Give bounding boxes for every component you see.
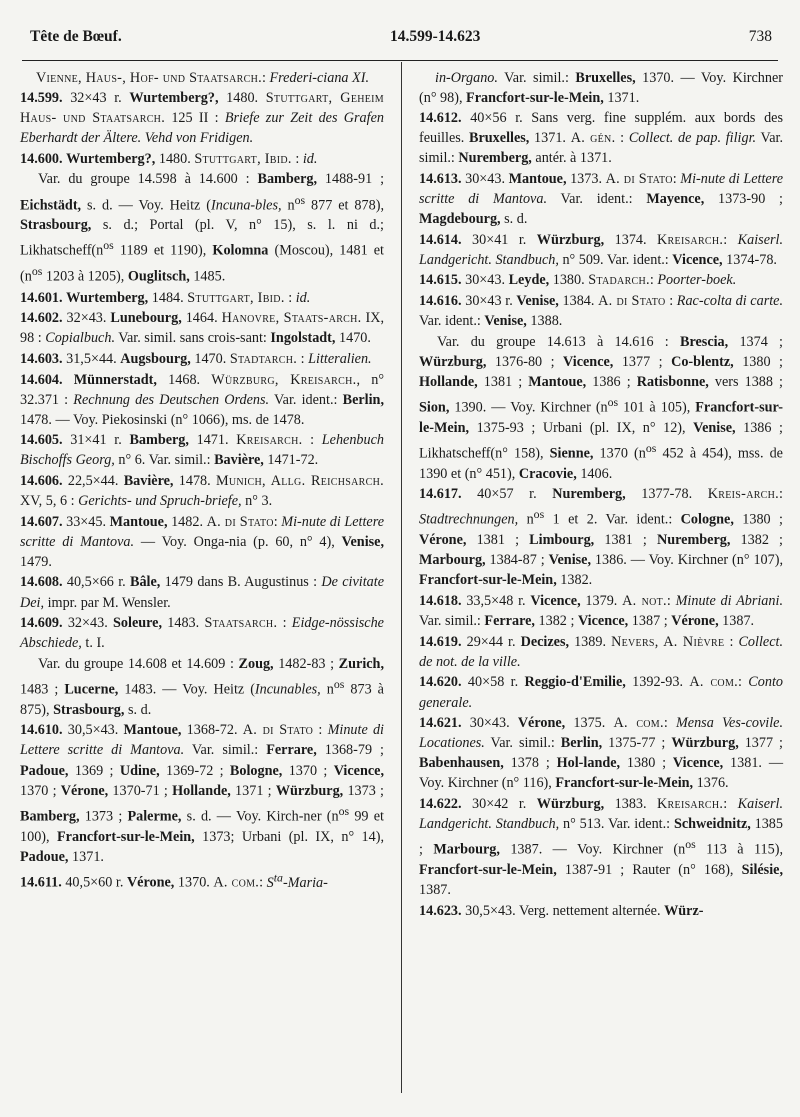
catalog-entry: 14.621. 30×43. Vérone, 1375. A. com.: Mensa Ves-covile. Locationes. Var. simil.: Berlin, 1375-77 ; Würzburg, 1377 ; Babenhausen, 1378 ; Hol-lande, 1380 ; Vicence, 1381. — Voy. Kirchner (n° 116), Francfort-sur-le-Mein, 1376. (419, 715, 784, 792)
variant-note: Var. du groupe 14.598 à 14.600 : Bamberg, 1488-91 ; Eichstädt, s. d. — Voy. Heitz (Incuna-bles, $n^{os}$ 877 et 878), Strasbourg, s. d.; Portal (pl. V, n° 15), s. l. ni d.; $Likhatscheff(n^{os}$ 1189 et 1190), Kolomna (Moscou), 1481 et ($n^{os}$ 1203 à 1205), Ouglitsch, 1485. (20, 171, 385, 286)
catalog-entry: 14.605. 31×41 r. Bamberg, 1471. Kreisarch. : Lehenbuch Bischoffs Georg, n° 6. Var. simil.: Bavière, 1471-72. (20, 432, 385, 469)
catalog-entry: 14.614. 30×41 r. Würzburg, 1374. Kreisarch.: Kaiserl. Landgericht. Standbuch, n° 509. Var. ident.: Vicence, 1374-78. (419, 231, 783, 268)
variant-note: Var. du groupe 14.613 à 14.616 : Brescia, 1374 ; Würzburg, 1376-80 ; Vicence, 1377 ; Co-blentz, 1380 ; Hollande, 1381 ; Mantoue, 1386 ; Ratisbonne, vers 1388 ; Sion, 1390. — Voy. Kirchner ($n^{os}$ 101 à 105), Francfort-sur-le-Mein, 1375-93 ; Urbani (pl. IX, n° 12), Venise, 1386 ; Likhatscheff(n° 158), Sienne, 1370 ($n^{os}$ 452 à 454), mss. de 1390 et (n° 451), Cracovie, 1406. (419, 333, 783, 482)
catalog-entry: 14.606. 22,5×44. Bavière, 1478. Munich, Allg. Reichsarch. XV, 5, 6 : Gerichts- und Spruch-briefe, n° 3. (20, 472, 384, 510)
catalog-entry: 14.609. 32×43. Soleure, 1483. Staatsarch. : Eidge-nössische Abschiede, t. I. (20, 615, 384, 652)
header-range: 14.599-14.623 (390, 28, 481, 45)
catalog-entry: 14.622. 30×42 r. Würzburg, 1383. Kreisarch.: Kaiserl. Landgericht. Standbuch, n° 513. Var. ident.: Schweidnitz, 1385 ; Marbourg, 1387. — Voy. Kirchner ($n^{os}$ 113 à 115), Francfort-sur-le-Mein, 1387-91 ; Rauter (n° 168), Silésie, 1387. (419, 795, 783, 899)
catalog-entry: 14.607. 33×45. Mantoue, 1482. A. di Stato: Mi-nute di Lettere scritte di Mantova. — Voy. Onga-nia (p. 60, n° 4), Venise, 1479. (20, 513, 384, 570)
catalog-entry: 14.615. 30×43. Leyde, 1380. Stadarch.: Poorter-boek. (419, 272, 737, 289)
catalog-entry: 14.608. 40,5×66 r. Bâle, 1479 dans B. Augustinus : De civitate Dei, impr. par M. Wensler. (20, 574, 384, 611)
catalog-entry: 14.618. 33,5×48 r. Vicence, 1379. A. not.: Minute di Abriani. Var. simil.: Ferrare, 1382 ; Vicence, 1387 ; Vérone, 1387. (419, 593, 783, 630)
catalog-entry: Vienne, Haus-, Hof- und Staatsarch.: Frederi-ciana XI. (36, 70, 369, 86)
catalog-entry: 14.599. 32×43 r. Wurtemberg?, 1480. Stuttgart, Geheim Haus- und Staatsarch. 125 II : Briefe zur Zeit des Grafen Eberhardt der Ältere. Vehd von Fridigen. (20, 90, 384, 147)
header-title: Tête de Bœuf. (30, 28, 122, 45)
catalog-entry: 14.611. 40,5×60 r. Vérone, 1370. A. com.: $S^{ta}-Maria-$ (20, 870, 328, 891)
catalog-entry: 14.602. 32×43. Lunebourg, 1464. Hanovre, Staats-arch. IX, 98 : Copialbuch. Var. simil. sans crois-sant: Ingolstadt, 1470. (20, 310, 384, 347)
catalog-entry: 14.617. 40×57 r. Nuremberg, 1377-78. Kreis-arch.: Stadtrechnungen, $n^{os}$ 1 et 2. Var. ident.: Cologne, 1380 ; Vérone, 1381 ; Limbourg, 1381 ; Nuremberg, 1382 ; Marbourg, 1384-87 ; Venise, 1386. — Voy. Kirchner (n° 107), Francfort-sur-le-Mein, 1382. (419, 486, 784, 589)
catalog-entry: 14.600. Wurtemberg?, 1480. Stuttgart, Ibid. : id. (20, 150, 318, 167)
running-header (30, 28, 772, 54)
page-number: 738 (748, 28, 772, 45)
catalog-entry: 14.603. 31,5×44. Augsbourg, 1470. Stadtarch. : Litteralien. (20, 350, 372, 367)
header-rule (22, 60, 778, 61)
column-divider (401, 62, 402, 1093)
catalog-entry: 14.620. 40×58 r. Reggio-d'Emilie, 1392-93. A. com.: Conto generale. (419, 674, 783, 711)
left-column (20, 68, 384, 894)
right-column (419, 68, 783, 921)
catalog-entry: 14.612. 40×56 r. Sans verg. fine supplém. aux bords des feuilles. Bruxelles, 1371. A. gén. : Collect. de pap. filigr. Var. simil.: Nuremberg, antér. à 1371. (419, 110, 783, 167)
catalog-entry: 14.604. Münnerstadt, 1468. Würzburg, Kreisarch., n° 32.371 : Rechnung des Deutschen Ordens. Var. ident.: Berlin, 1478. — Voy. Piekosinski (n° 1066), ms. de 1478. (20, 371, 385, 428)
catalog-entry: 14.613. 30×43. Mantoue, 1373. A. di Stato: Mi-nute di Lettere scritte di Mantova. Var. ident.: Mayence, 1373-90 ; Magdebourg, s. d. (419, 170, 783, 228)
catalog-entry: 14.619. 29×44 r. Decizes, 1389. Nevers, A. Nièvre : Collect. de not. de la ville. (419, 633, 783, 670)
catalog-entry: 14.601. Wurtemberg, 1484. Stuttgart, Ibid. : id. (20, 289, 311, 306)
catalog-entry: 14.616. 30×43 r. Venise, 1384. A. di Stato : Rac-colta di carte. Var. ident.: Venise, 1388. (419, 293, 783, 330)
catalog-entry: 14.623. 30,5×43. Verg. nettement alternée. Würz- (419, 902, 704, 919)
catalog-entry: 14.610. 30,5×43. Mantoue, 1368-72. A. di Stato : Minute di Lettere scritte di Mantova. Var. simil.: Ferrare, 1368-79 ; Padoue, 1369 ; Udine, 1369-72 ; Bologne, 1370 ; Vicence, 1370 ; Vérone, 1370-71 ; Hollande, 1371 ; Würzburg, 1373 ; Bamberg, 1373 ; Palerme, s. d. — Voy. Kirch-ner ($n^{os}$ 99 et 100), Francfort-sur-le-Mein, 1373; Urbani (pl. IX, n° 14), Padoue, 1371. (20, 722, 385, 865)
variant-note: Var. du groupe 14.608 et 14.609 : Zoug, 1482-83 ; Zurich, 1483 ; Lucerne, 1483. — Voy. Heitz (Incunables, $n^{os}$ 873 à 875), Strasbourg, s. d. (20, 655, 384, 718)
catalog-entry: in-Organo. Var. simil.: Bruxelles, 1370. — Voy. Kirchner (n° 98), Francfort-sur-le-Mein, 1371. (419, 70, 783, 107)
